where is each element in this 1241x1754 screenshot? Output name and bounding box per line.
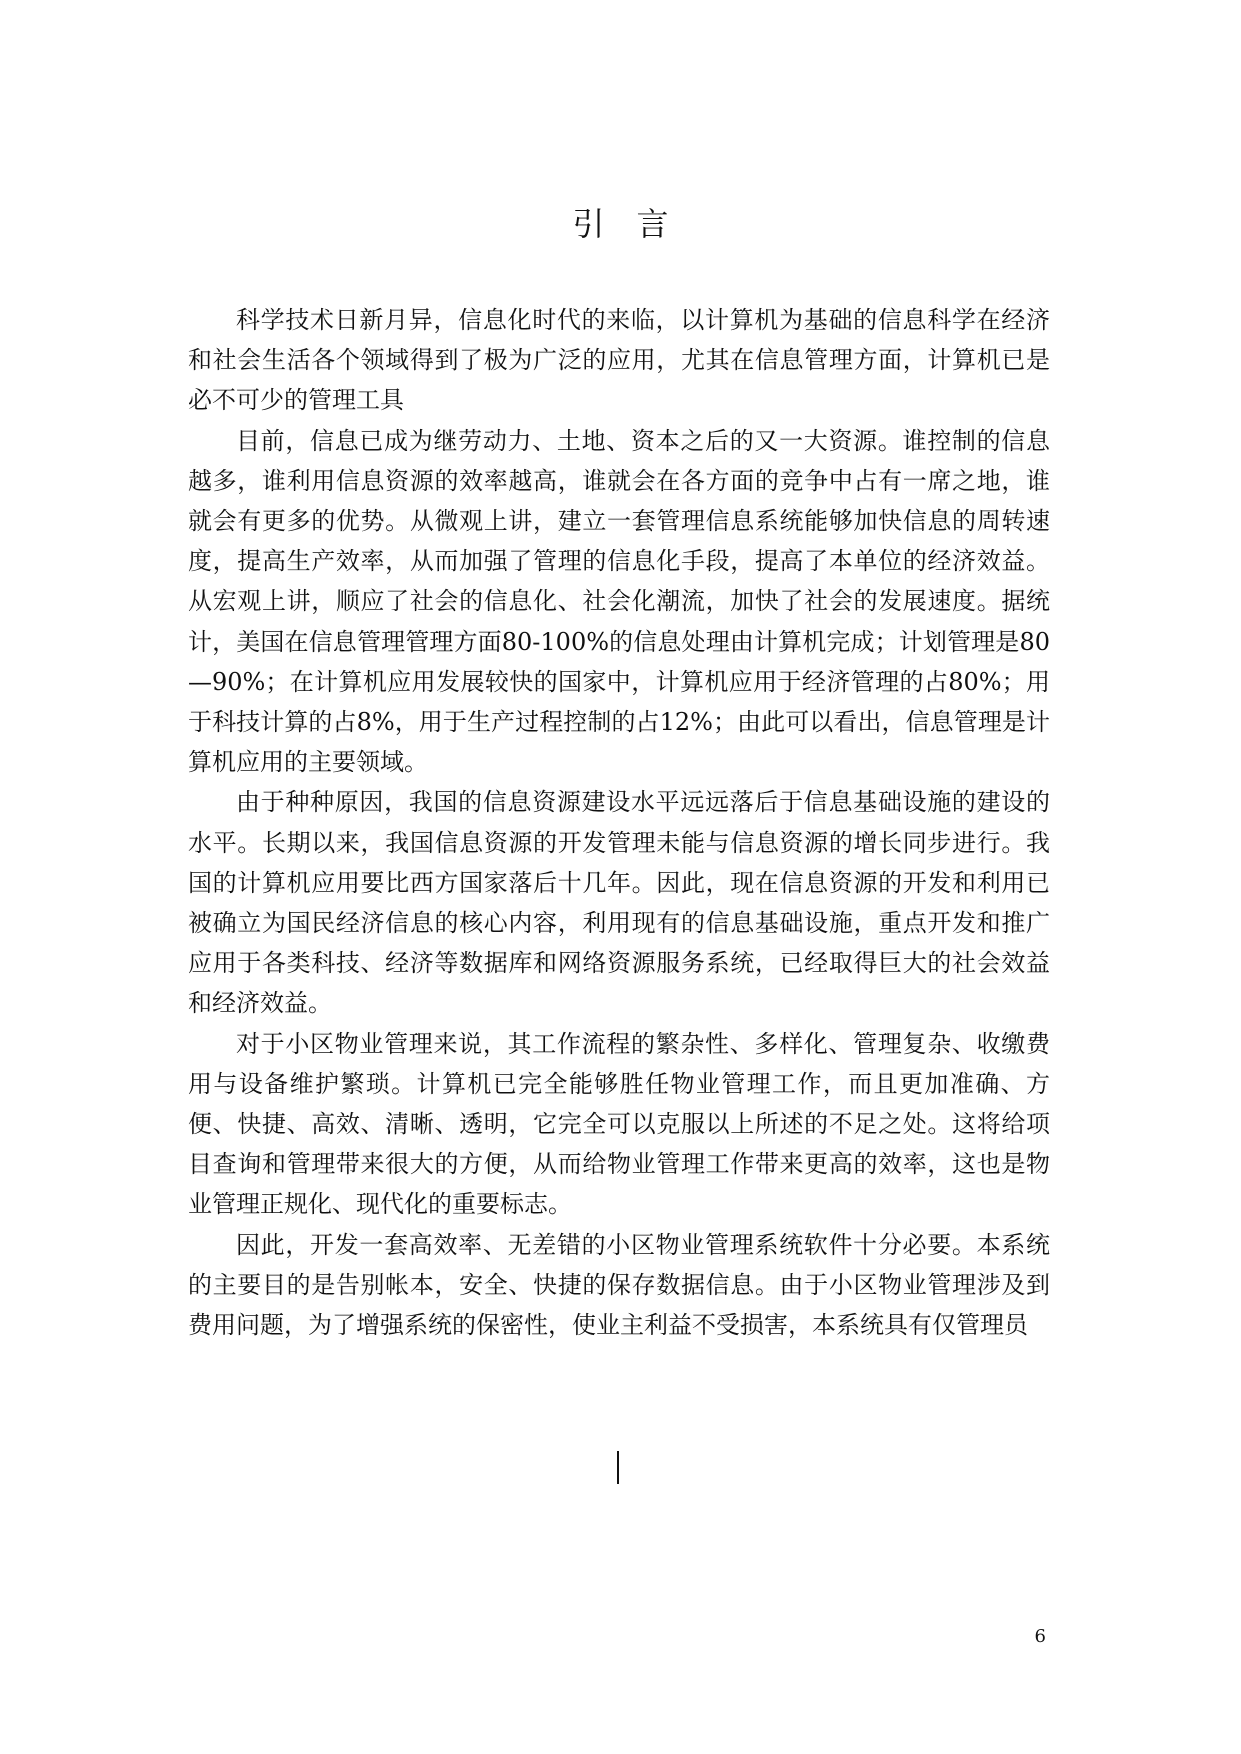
page-number: 6: [1034, 1626, 1046, 1647]
text-cursor: [617, 1451, 619, 1484]
paragraph: 目前，信息已成为继劳动力、土地、资本之后的又一大资源。谁控制的信息越多，谁利用信息资源的效率越高，谁就会在各方面的竞争中占有一席之地，谁就会有更多的优势。从微观上讲，建立一套管理信息系统能够加快信息的周转速度，提高生产效率，从而加强了管理的信息化手段，提高了本单位的经济效益。从宏观上讲，顺应了社会的信息化、社会化潮流，加快了社会的发展速度。据统计，美国在信息管理管理方面80-100%的信息处理由计算机完成；计划管理是80—90%；在计算机应用发展较快的国家中，计算机应用于经济管理的占80%；用于科技计算的占8%，用于生产过程控制的占12%；由此可以看出，信息管理是计算机应用的主要领域。: [188, 426, 1050, 777]
page-title: 引 言: [572, 205, 669, 243]
paragraph: 因此，开发一套高效率、无差错的小区物业管理系统软件十分必要。本系统的主要目的是告别帐本，安全、快捷的保存数据信息。由于小区物业管理涉及到费用问题，为了增强系统的保密性，使业主利益不受损害，本系统具有仅管理员: [188, 1230, 1050, 1340]
paragraph: 对于小区物业管理来说，其工作流程的繁杂性、多样化、管理复杂、收缴费用与设备维护繁琐。计算机已完全能够胜任物业管理工作，而且更加准确、方便、快捷、高效、清晰、透明，它完全可以克服以上所述的不足之处。这将给项目查询和管理带来很大的方便，从而给物业管理工作带来更高的效率，这也是物业管理正规化、现代化的重要标志。: [188, 1029, 1050, 1219]
paragraph: 由于种种原因，我国的信息资源建设水平远远落后于信息基础设施的建设的水平。长期以来，我国信息资源的开发管理未能与信息资源的增长同步进行。我国的计算机应用要比西方国家落后十几年。因此，现在信息资源的开发和利用已被确立为国民经济信息的核心内容，利用现有的信息基础设施，重点开发和推广应用于各类科技、经济等数据库和网络资源服务系统，已经取得巨大的社会效益和经济效益。: [188, 788, 1050, 1018]
paragraph: 科学技术日新月异，信息化时代的来临，以计算机为基础的信息科学在经济和社会生活各个领域得到了极为广泛的应用，尤其在信息管理方面，计算机已是必不可少的管理工具: [188, 306, 1050, 415]
document-body: [188, 300, 1050, 1345]
